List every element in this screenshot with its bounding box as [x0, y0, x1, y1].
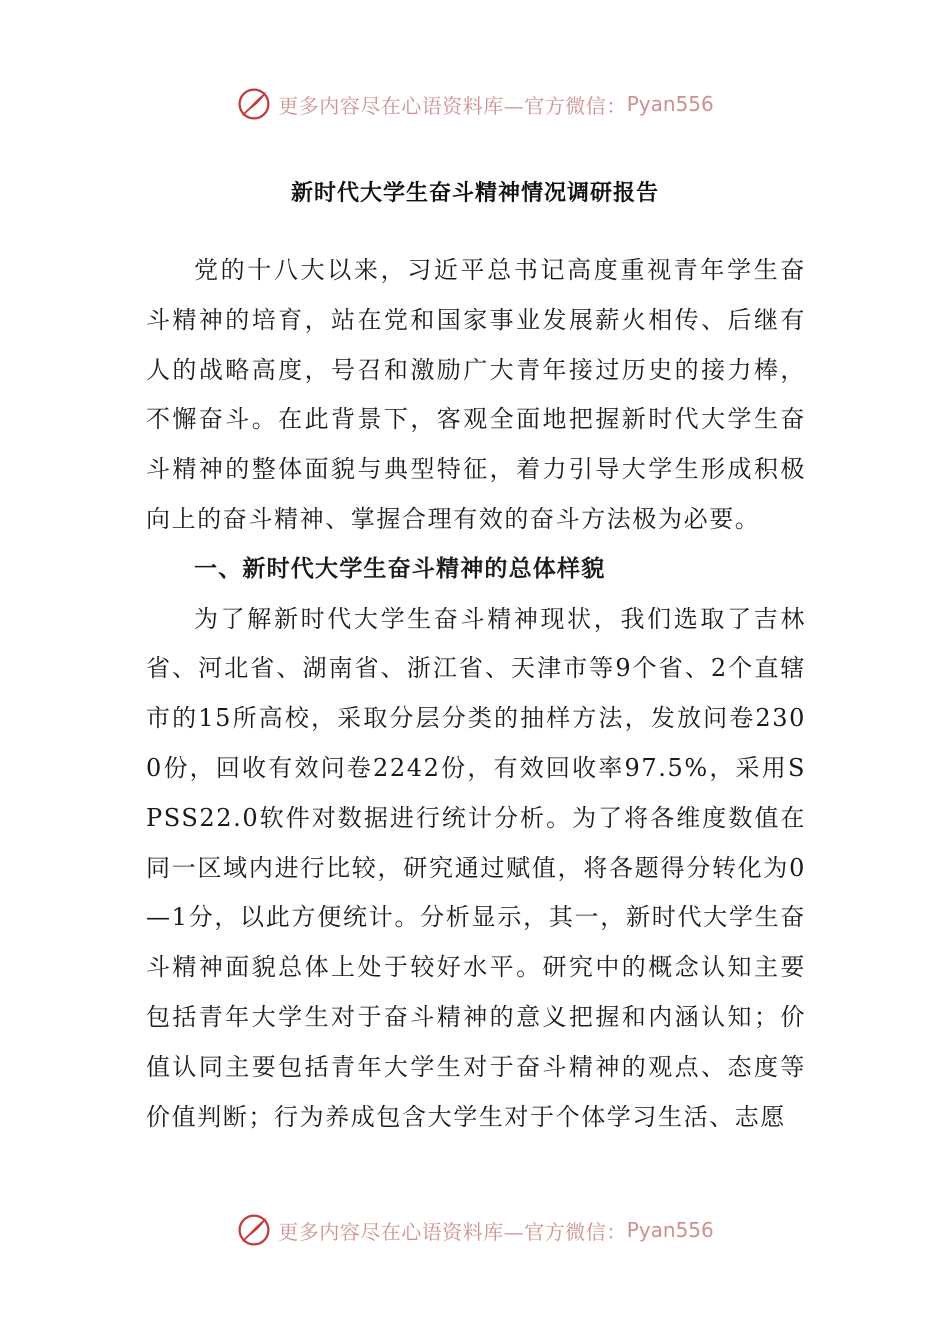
section-heading: 一、新时代大学生奋斗精神的总体样貌: [194, 555, 606, 582]
watermark-wechat-id: Pyan556: [626, 1218, 714, 1242]
intro-paragraph: 党的十八大以来，习近平总书记高度重视青年学生奋斗精神的培育，站在党和国家事业发展薪火相传、后继有人的战略高度，号召和激励广大青年接过历史的接力棒，不懈奋斗。在此背景下，客观全面地把握新时代大学生奋斗精神的整体面貌与典型特征，着力引导大学生形成积极向上的奋斗精神、掌握合理有效的奋斗方法极为必要。: [146, 256, 806, 533]
quill-pen-logo-icon: [236, 1212, 272, 1248]
watermark-header: [0, 84, 950, 124]
quill-pen-logo-icon: [236, 86, 272, 122]
watermark-text: 更多内容尽在心语资料库—官方微信：: [278, 1219, 627, 1244]
watermark-wechat-id: Pyan556: [626, 92, 714, 116]
watermark-text: 更多内容尽在心语资料库—官方微信：: [278, 93, 627, 118]
document-body: [146, 246, 806, 1142]
section-paragraph: 为了解新时代大学生奋斗精神现状，我们选取了吉林省、河北省、湖南省、浙江省、天津市等9个省、2个直辖市的15所高校，采取分层分类的抽样方法，发放问卷2300份，回收有效问卷2242份，有效回收率97.5%，采用SPSS22.0软件对数据进行统计分析。为了将各维度数值在同一区域内进行比较，研究通过赋值，将各题得分转化为0—1分，以此方便统计。分析显示，其一，新时代大学生奋斗精神面貌总体上处于较好水平。研究中的概念认知主要包括青年大学生对于奋斗精神的意义把握和内涵认知；价值认同主要包括青年大学生对于奋斗精神的观点、态度等价值判断；行为养成包含大学生对于个体学习生活、志愿: [146, 604, 806, 1131]
document-title: 新时代大学生奋斗精神情况调研报告: [290, 181, 659, 206]
watermark-footer: [0, 1210, 950, 1250]
